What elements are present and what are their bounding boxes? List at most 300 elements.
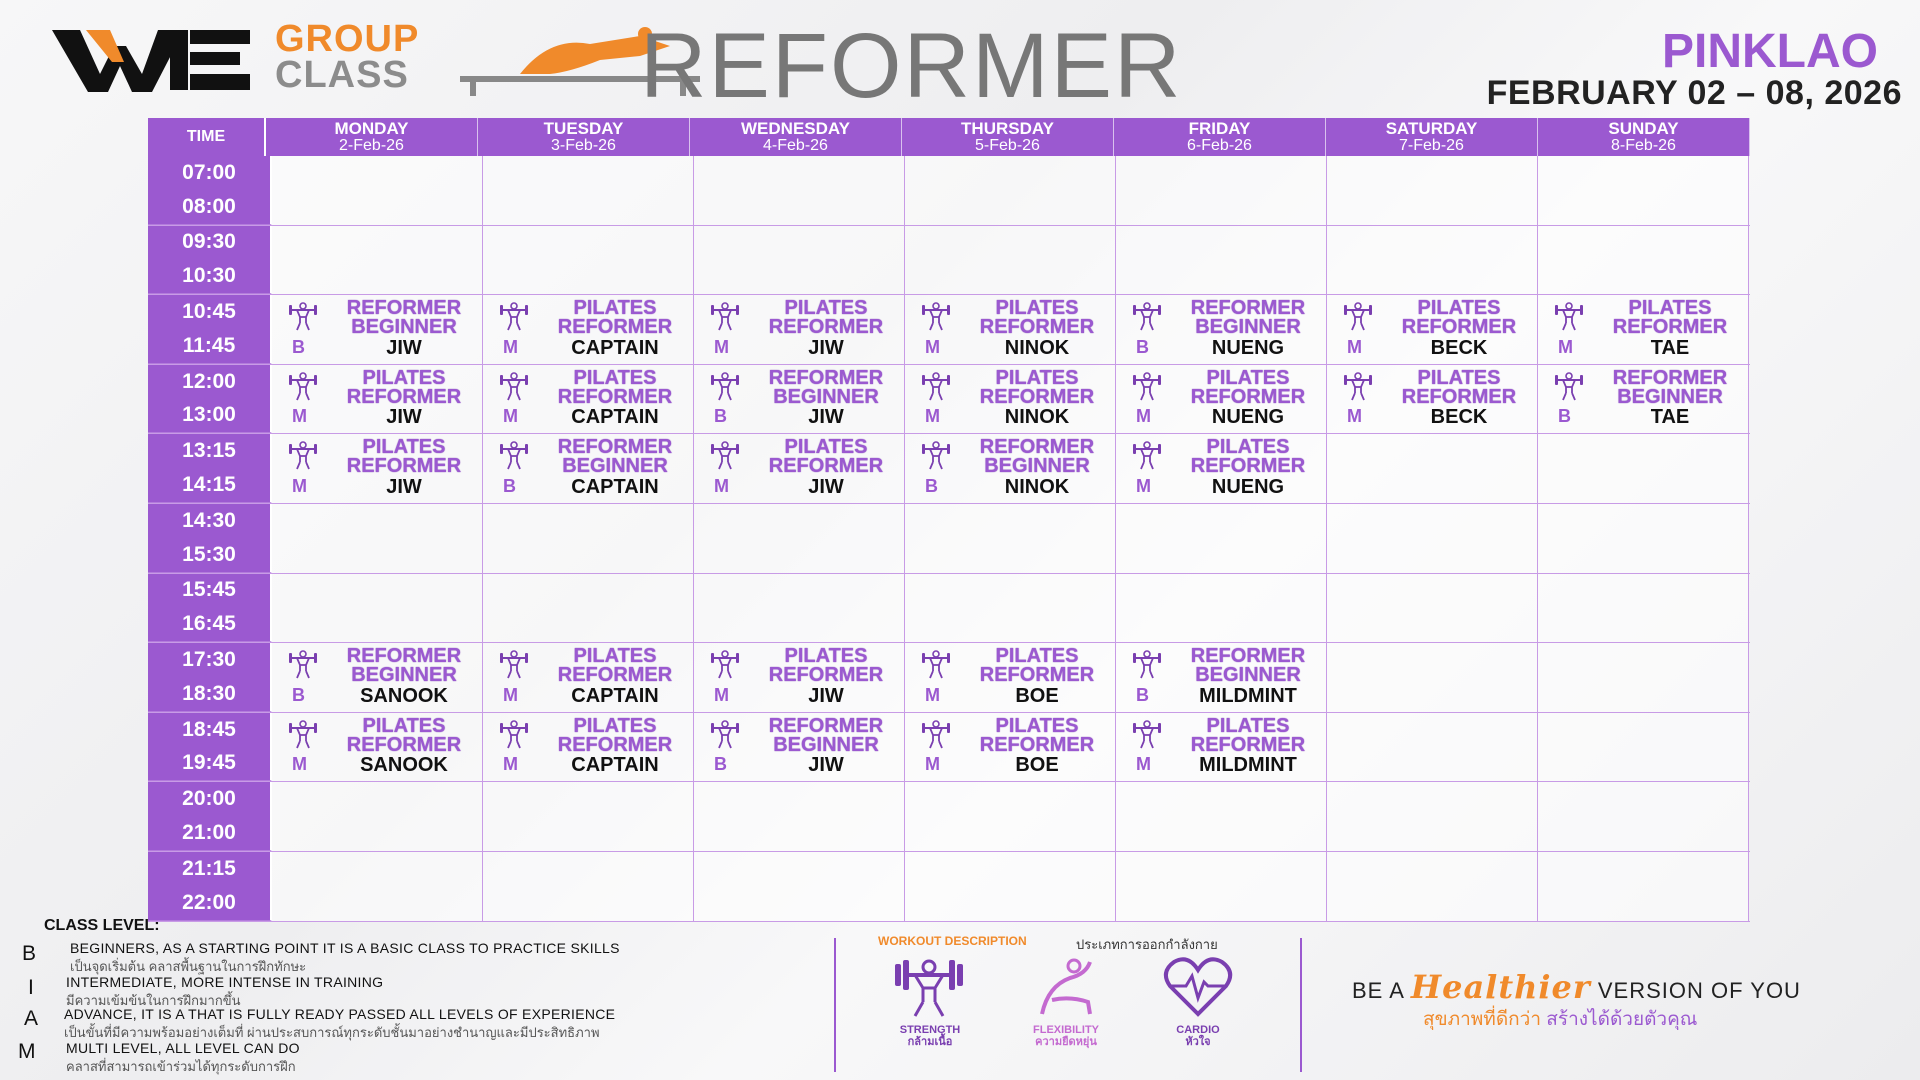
class-cell[interactable] bbox=[272, 713, 483, 782]
level-letter-a: A bbox=[24, 1007, 39, 1030]
strength-icon bbox=[921, 649, 951, 679]
class-level-badge: B bbox=[1558, 406, 1571, 427]
class-name-line1: PILATES bbox=[573, 714, 657, 737]
coach-name: NUENG bbox=[1211, 475, 1285, 498]
class-cell[interactable] bbox=[1116, 434, 1327, 503]
flexibility-icon bbox=[1030, 956, 1102, 1018]
day-name: WEDNESDAY bbox=[741, 119, 850, 138]
empty-cell bbox=[272, 852, 483, 921]
day-header-thursday bbox=[902, 118, 1114, 156]
slot-time bbox=[148, 782, 272, 851]
strength-icon bbox=[710, 371, 740, 401]
day-name: FRIDAY bbox=[1188, 119, 1251, 138]
class-name-line2: REFORMER bbox=[1190, 385, 1306, 408]
slot-start: 13:15 bbox=[182, 439, 236, 463]
time-header: TIME bbox=[148, 118, 266, 156]
day-name: MONDAY bbox=[334, 119, 409, 138]
class-cell[interactable] bbox=[1327, 365, 1538, 434]
strength-icon bbox=[499, 440, 529, 470]
class-name bbox=[332, 714, 476, 756]
slot-start: 09:30 bbox=[182, 230, 236, 254]
slot-time bbox=[148, 574, 272, 643]
class-name-line1: PILATES bbox=[995, 645, 1079, 668]
empty-cell bbox=[1538, 574, 1749, 643]
slogan-post: VERSION OF YOU bbox=[1597, 978, 1801, 1003]
coach-name: JIW bbox=[386, 406, 422, 429]
class-name bbox=[543, 438, 687, 476]
slot-start: 07:00 bbox=[182, 160, 236, 184]
class-level-badge: M bbox=[925, 336, 940, 357]
logo-reformer-text: REFORMER bbox=[640, 15, 1183, 117]
class-level-badge: B bbox=[1136, 684, 1149, 705]
class-level-badge: M bbox=[503, 336, 518, 357]
class-cell[interactable] bbox=[1538, 365, 1749, 434]
class-name-line1: PILATES bbox=[1628, 297, 1712, 320]
slot-time bbox=[148, 643, 272, 712]
class-name bbox=[543, 299, 687, 337]
day-header-saturday bbox=[1326, 118, 1538, 156]
empty-cell bbox=[905, 574, 1116, 643]
class-name bbox=[754, 438, 898, 476]
coach-name: CAPTAIN bbox=[571, 406, 659, 429]
logo-group-text: GROUP bbox=[275, 18, 420, 60]
class-name bbox=[1176, 438, 1320, 476]
class-name bbox=[754, 647, 898, 685]
class-level-badge: M bbox=[292, 475, 307, 496]
strength-icon bbox=[710, 440, 740, 470]
time-slot-row bbox=[148, 365, 1750, 435]
strength-icon bbox=[710, 649, 740, 679]
day-header-wednesday bbox=[690, 118, 902, 156]
class-name-line2: BEGINNER bbox=[351, 316, 457, 339]
level-desc-b: BEGINNERS, AS A STARTING POINT IT IS A BASIC CLASS TO PRACTICE SKILLS bbox=[70, 940, 620, 956]
class-name-line2: REFORMER bbox=[768, 664, 884, 687]
class-name bbox=[543, 366, 687, 408]
class-name-line1: PILATES bbox=[1206, 366, 1290, 389]
empty-cell bbox=[483, 782, 694, 851]
strength-icon bbox=[1343, 301, 1373, 331]
class-name-line2: BEGINNER bbox=[773, 385, 879, 408]
empty-cell bbox=[1538, 852, 1749, 921]
class-cell[interactable] bbox=[694, 434, 905, 503]
empty-cell bbox=[1538, 504, 1749, 573]
day-header-friday bbox=[1114, 118, 1326, 156]
slogan-pre: BE A bbox=[1352, 978, 1404, 1003]
empty-cell bbox=[694, 574, 905, 643]
strength-icon bbox=[499, 371, 529, 401]
coach-name: JIW bbox=[808, 475, 844, 498]
class-name-line2: BEGINNER bbox=[1617, 385, 1723, 408]
slot-end: 18:30 bbox=[182, 681, 236, 705]
empty-cell bbox=[272, 156, 483, 225]
branch-name: PINKLAO bbox=[1662, 25, 1878, 78]
level-desc-b-th: เป็นจุดเริ่มต้น คลาสพื้นฐานในการฝึกทักษะ bbox=[70, 959, 307, 974]
class-name-line2: REFORMER bbox=[557, 316, 673, 339]
class-name-line2: REFORMER bbox=[557, 664, 673, 687]
class-cell[interactable] bbox=[694, 643, 905, 712]
class-name-line1: PILATES bbox=[784, 645, 868, 668]
slot-end: 10:30 bbox=[182, 264, 236, 288]
class-name-line2: REFORMER bbox=[1190, 455, 1306, 478]
class-name-line1: PILATES bbox=[995, 366, 1079, 389]
class-cell[interactable] bbox=[272, 365, 483, 434]
class-cell[interactable] bbox=[483, 713, 694, 782]
class-name-line2: REFORMER bbox=[979, 316, 1095, 339]
strength-label: STRENGTH กล้ามเนื้อ bbox=[899, 1024, 961, 1048]
slot-start: 21:15 bbox=[182, 856, 236, 880]
class-name-line2: BEGINNER bbox=[351, 664, 457, 687]
class-level-badge: M bbox=[714, 684, 729, 705]
we-logo bbox=[52, 22, 252, 94]
class-name-line2: BEGINNER bbox=[1195, 316, 1301, 339]
class-name bbox=[1387, 366, 1531, 408]
class-name-line2: REFORMER bbox=[346, 385, 462, 408]
class-name-line2: REFORMER bbox=[557, 733, 673, 756]
coach-name: JIW bbox=[808, 754, 844, 777]
day-name: TUESDAY bbox=[543, 119, 624, 138]
empty-cell bbox=[694, 156, 905, 225]
schedule-table bbox=[148, 118, 1750, 922]
empty-cell bbox=[1327, 226, 1538, 295]
coach-name: BOE bbox=[1015, 754, 1059, 777]
slot-start: 15:45 bbox=[182, 578, 236, 602]
class-cell[interactable] bbox=[694, 365, 905, 434]
class-name bbox=[1176, 366, 1320, 408]
coach-name: CAPTAIN bbox=[571, 475, 659, 498]
empty-cell bbox=[694, 504, 905, 573]
empty-cell bbox=[272, 574, 483, 643]
class-name-line1: REFORMER bbox=[1190, 297, 1306, 320]
class-cell[interactable] bbox=[694, 295, 905, 364]
time-slot-row bbox=[148, 504, 1750, 574]
empty-cell bbox=[905, 504, 1116, 573]
slot-end: 08:00 bbox=[182, 194, 236, 218]
empty-cell bbox=[1538, 643, 1749, 712]
class-level-badge: M bbox=[1136, 475, 1151, 496]
class-name-line2: REFORMER bbox=[768, 316, 884, 339]
class-name bbox=[965, 647, 1109, 685]
slot-start: 17:30 bbox=[182, 648, 236, 672]
class-name-line1: PILATES bbox=[1417, 297, 1501, 320]
class-name-line2: REFORMER bbox=[1612, 316, 1728, 339]
coach-name: CAPTAIN bbox=[571, 336, 659, 359]
slot-time bbox=[148, 434, 272, 503]
empty-cell bbox=[694, 852, 905, 921]
class-cell[interactable] bbox=[1538, 295, 1749, 364]
time-slot-row bbox=[148, 226, 1750, 296]
strength-icon bbox=[921, 719, 951, 749]
class-cell[interactable] bbox=[1327, 295, 1538, 364]
level-desc-i: INTERMEDIATE, MORE INTENSE IN TRAINING bbox=[66, 974, 384, 990]
class-name-line2: REFORMER bbox=[1190, 733, 1306, 756]
class-level-badge: B bbox=[714, 406, 727, 427]
class-name-line2: REFORMER bbox=[979, 385, 1095, 408]
class-name bbox=[1176, 714, 1320, 756]
class-name bbox=[965, 366, 1109, 408]
class-cell[interactable] bbox=[272, 434, 483, 503]
level-desc-a-th: เป็นขั้นที่มีความพร้อมอย่างเต็มที่ ผ่านประสบการณ์ทุกระดับชั้นมาอย่างชำนาญและมีประสิทธิภาพ bbox=[64, 1025, 600, 1040]
strength-icon bbox=[288, 371, 318, 401]
class-name bbox=[965, 299, 1109, 337]
empty-cell bbox=[694, 226, 905, 295]
class-name-line1: PILATES bbox=[784, 436, 868, 459]
class-level-badge: M bbox=[714, 475, 729, 496]
empty-cell bbox=[1538, 434, 1749, 503]
coach-name: CAPTAIN bbox=[571, 754, 659, 777]
empty-cell bbox=[483, 226, 694, 295]
class-name-line1: REFORMER bbox=[346, 645, 462, 668]
class-name-line2: BEGINNER bbox=[562, 455, 668, 478]
day-date: 5-Feb-26 bbox=[975, 137, 1040, 154]
class-cell[interactable] bbox=[272, 295, 483, 364]
class-cell[interactable] bbox=[1116, 713, 1327, 782]
empty-cell bbox=[1116, 226, 1327, 295]
slot-time bbox=[148, 852, 272, 921]
class-level-badge: M bbox=[1347, 406, 1362, 427]
day-name: SATURDAY bbox=[1385, 119, 1478, 138]
class-name-line1: PILATES bbox=[1206, 436, 1290, 459]
class-cell[interactable] bbox=[483, 643, 694, 712]
cardio-label: CARDIO หัวใจ bbox=[1176, 1024, 1220, 1048]
class-name-line1: PILATES bbox=[1206, 714, 1290, 737]
logo-class-text: CLASS bbox=[275, 54, 409, 96]
slot-start: 12:00 bbox=[182, 369, 236, 393]
class-level-badge: M bbox=[925, 754, 940, 775]
class-name bbox=[1598, 366, 1742, 408]
empty-cell bbox=[1327, 574, 1538, 643]
coach-name: NINOK bbox=[1004, 406, 1070, 429]
empty-cell bbox=[1327, 713, 1538, 782]
slot-end: 14:15 bbox=[182, 473, 236, 497]
class-name bbox=[332, 366, 476, 408]
coach-name: MILDMINT bbox=[1199, 754, 1297, 777]
time-slot-row bbox=[148, 782, 1750, 852]
empty-cell bbox=[1538, 782, 1749, 851]
class-name-line2: BEGINNER bbox=[984, 455, 1090, 478]
day-name: SUNDAY bbox=[1608, 119, 1679, 138]
empty-cell bbox=[1327, 643, 1538, 712]
class-level-badge: M bbox=[1558, 336, 1573, 357]
time-slot-row bbox=[148, 852, 1750, 922]
class-level-badge: M bbox=[503, 684, 518, 705]
strength-icon bbox=[1343, 371, 1373, 401]
slot-end: 13:00 bbox=[182, 403, 236, 427]
class-name-line2: BEGINNER bbox=[773, 733, 879, 756]
slot-start: 10:45 bbox=[182, 300, 236, 324]
coach-name: SANOOK bbox=[360, 684, 448, 707]
level-letter-m: M bbox=[18, 1040, 36, 1063]
level-desc-m-th: คลาสที่สามารถเข้าร่วมได้ทุกระดับการฝึก bbox=[66, 1059, 296, 1074]
class-name bbox=[1387, 299, 1531, 337]
empty-cell bbox=[1327, 156, 1538, 225]
class-name bbox=[1176, 299, 1320, 337]
workout-description-title-th: ประเภทการออกกำลังกาย bbox=[1076, 937, 1218, 952]
class-level-badge: M bbox=[503, 754, 518, 775]
slot-end: 22:00 bbox=[182, 890, 236, 914]
class-cell[interactable] bbox=[483, 365, 694, 434]
empty-cell bbox=[694, 782, 905, 851]
coach-name: BECK bbox=[1430, 406, 1488, 429]
class-name-line2: REFORMER bbox=[346, 455, 462, 478]
coach-name: NUENG bbox=[1211, 406, 1285, 429]
class-level-badge: B bbox=[503, 475, 516, 496]
coach-name: JIW bbox=[808, 406, 844, 429]
strength-icon bbox=[1554, 301, 1584, 331]
slot-time bbox=[148, 295, 272, 364]
empty-cell bbox=[1327, 504, 1538, 573]
slot-end: 15:30 bbox=[182, 542, 236, 566]
strength-icon bbox=[499, 301, 529, 331]
slot-time bbox=[148, 504, 272, 573]
coach-name: BOE bbox=[1015, 684, 1059, 707]
empty-cell bbox=[1327, 782, 1538, 851]
class-name-line1: PILATES bbox=[573, 366, 657, 389]
coach-name: MILDMINT bbox=[1199, 684, 1297, 707]
class-name-line1: REFORMER bbox=[1612, 366, 1728, 389]
strength-icon bbox=[288, 719, 318, 749]
slogan-thai-2: สร้างได้ด้วยตัวคุณ bbox=[1546, 1009, 1698, 1030]
empty-cell bbox=[483, 574, 694, 643]
class-name-line1: REFORMER bbox=[768, 714, 884, 737]
class-name bbox=[543, 647, 687, 685]
class-level-badge: B bbox=[1136, 336, 1149, 357]
empty-cell bbox=[272, 782, 483, 851]
empty-cell bbox=[1116, 504, 1327, 573]
class-name bbox=[965, 438, 1109, 476]
slot-start: 18:45 bbox=[182, 717, 236, 741]
class-cell[interactable] bbox=[694, 713, 905, 782]
class-level-badge: B bbox=[292, 684, 305, 705]
empty-cell bbox=[1327, 434, 1538, 503]
strength-icon bbox=[499, 649, 529, 679]
class-name-line1: PILATES bbox=[1417, 366, 1501, 389]
class-level-badge: B bbox=[292, 336, 305, 357]
class-cell[interactable] bbox=[905, 295, 1116, 364]
class-cell[interactable] bbox=[905, 713, 1116, 782]
class-name-line1: PILATES bbox=[362, 436, 446, 459]
coach-name: JIW bbox=[808, 336, 844, 359]
day-name: THURSDAY bbox=[961, 119, 1054, 138]
strength-icon bbox=[288, 301, 318, 331]
slot-time bbox=[148, 156, 272, 225]
class-name bbox=[754, 714, 898, 756]
slogan bbox=[1352, 968, 1801, 1006]
coach-name: JIW bbox=[386, 336, 422, 359]
slot-end: 21:00 bbox=[182, 821, 236, 845]
class-cell[interactable] bbox=[483, 295, 694, 364]
class-level-title: CLASS LEVEL: bbox=[44, 917, 160, 934]
class-cell[interactable] bbox=[1116, 365, 1327, 434]
coach-name: JIW bbox=[808, 684, 844, 707]
class-name bbox=[1598, 299, 1742, 337]
level-letter-b: B bbox=[22, 942, 37, 965]
day-date: 6-Feb-26 bbox=[1187, 137, 1252, 154]
cardio-icon bbox=[1162, 956, 1234, 1018]
empty-cell bbox=[905, 782, 1116, 851]
slot-time bbox=[148, 226, 272, 295]
footer-divider-left bbox=[834, 938, 836, 1072]
empty-cell bbox=[1116, 574, 1327, 643]
level-desc-m: MULTI LEVEL, ALL LEVEL CAN DO bbox=[66, 1040, 300, 1056]
class-name-line2: REFORMER bbox=[1401, 316, 1517, 339]
class-name-line1: REFORMER bbox=[346, 297, 462, 320]
strength-icon bbox=[710, 301, 740, 331]
strength-icon bbox=[893, 956, 965, 1018]
empty-cell bbox=[1116, 852, 1327, 921]
class-name bbox=[754, 366, 898, 408]
slot-end: 19:45 bbox=[182, 751, 236, 775]
strength-icon bbox=[1132, 301, 1162, 331]
coach-name: SANOOK bbox=[360, 754, 448, 777]
empty-cell bbox=[1327, 852, 1538, 921]
strength-icon bbox=[499, 719, 529, 749]
day-date: 8-Feb-26 bbox=[1611, 137, 1676, 154]
empty-cell bbox=[1538, 226, 1749, 295]
coach-name: CAPTAIN bbox=[571, 684, 659, 707]
slogan-thai-1: สุขภาพที่ดีกว่า bbox=[1423, 1009, 1542, 1030]
class-level-badge: M bbox=[292, 406, 307, 427]
class-cell[interactable] bbox=[272, 643, 483, 712]
class-name bbox=[332, 299, 476, 337]
class-cell[interactable] bbox=[1116, 643, 1327, 712]
class-name-line1: REFORMER bbox=[1190, 645, 1306, 668]
strength-icon bbox=[921, 301, 951, 331]
time-slot-row bbox=[148, 295, 1750, 365]
class-cell[interactable] bbox=[483, 434, 694, 503]
strength-icon bbox=[1132, 440, 1162, 470]
time-slot-row bbox=[148, 434, 1750, 504]
class-cell[interactable] bbox=[905, 434, 1116, 503]
coach-name: TAE bbox=[1650, 406, 1690, 429]
slot-start: 20:00 bbox=[182, 787, 236, 811]
class-name bbox=[1176, 647, 1320, 685]
level-desc-a: ADVANCE, IT IS A THAT IS FULLY READY PASSED ALL LEVELS OF EXPERIENCE bbox=[64, 1006, 616, 1022]
strength-icon bbox=[288, 440, 318, 470]
class-name-line1: REFORMER bbox=[557, 436, 673, 459]
coach-name: NINOK bbox=[1004, 475, 1070, 498]
class-cell[interactable] bbox=[905, 643, 1116, 712]
footer-divider-right bbox=[1300, 938, 1302, 1072]
day-header-monday bbox=[266, 118, 478, 156]
class-cell[interactable] bbox=[905, 365, 1116, 434]
empty-cell bbox=[272, 226, 483, 295]
level-letter-i: I bbox=[28, 976, 34, 999]
class-level-badge: M bbox=[714, 336, 729, 357]
class-name-line1: PILATES bbox=[362, 366, 446, 389]
strength-icon bbox=[1554, 371, 1584, 401]
day-date: 7-Feb-26 bbox=[1399, 137, 1464, 154]
class-cell[interactable] bbox=[1116, 295, 1327, 364]
date-range: FEBRUARY 02 – 08, 2026 bbox=[1486, 74, 1902, 112]
time-slot-row bbox=[148, 713, 1750, 783]
flexibility-label: FLEXIBILITY ความยืดหยุ่น bbox=[1033, 1024, 1099, 1048]
class-name-line2: BEGINNER bbox=[1195, 664, 1301, 687]
class-level-badge: M bbox=[503, 406, 518, 427]
time-slot-row bbox=[148, 643, 1750, 713]
empty-cell bbox=[1116, 782, 1327, 851]
coach-name: TAE bbox=[1650, 336, 1690, 359]
class-name bbox=[754, 299, 898, 337]
empty-cell bbox=[483, 852, 694, 921]
class-level-badge: B bbox=[925, 475, 938, 496]
class-level-badge: B bbox=[714, 754, 727, 775]
coach-name: BECK bbox=[1430, 336, 1488, 359]
empty-cell bbox=[272, 504, 483, 573]
class-level-badge: M bbox=[925, 406, 940, 427]
strength-icon bbox=[921, 440, 951, 470]
strength-icon bbox=[921, 371, 951, 401]
strength-icon bbox=[288, 649, 318, 679]
